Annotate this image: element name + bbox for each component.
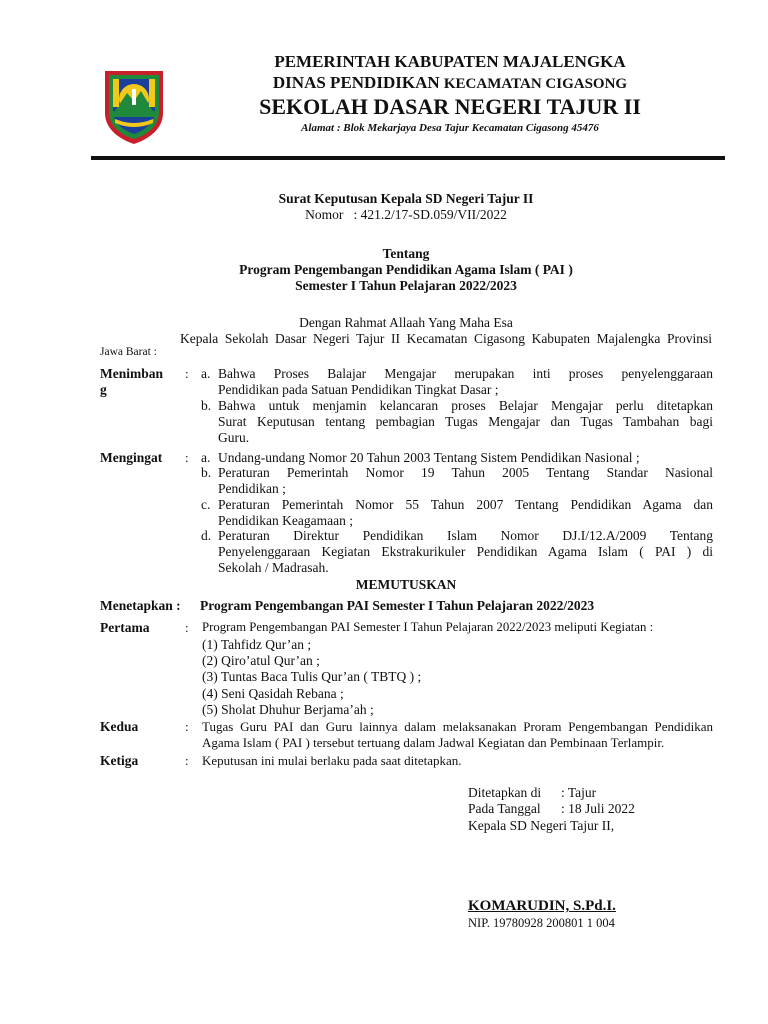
kedua-label: Kedua — [100, 719, 139, 734]
decree-title: Surat Keputusan Kepala SD Negeri Tajur II — [278, 191, 534, 206]
school-crest-logo — [99, 67, 169, 145]
pertama-activity-2: (2) Qiro’atul Qur’an ; — [202, 653, 320, 669]
pertama-activity-1: (1) Tahfidz Qur’an ; — [202, 637, 312, 652]
menimbang-colon: : — [185, 366, 189, 381]
header-address: Alamat : Blok Mekarjaya Desa Tajur Kecamatan Cigasong 45476 — [301, 122, 599, 134]
menimbang-item-b-line-3: Guru. — [218, 430, 250, 446]
decree-number-value: : 421.2/17-SD.059/VII/2022 — [353, 207, 507, 222]
mengingat-item-c-line-1: Peraturan Pemerintah Nomor 55 Tahun 2007 Tentang Pendidikan Agama dan — [218, 497, 713, 512]
opening-line-2-text: Kepala Sekolah Dasar Negeri Tajur II Kecamatan Cigasong Kabupaten Majalengka Provinsi — [180, 331, 712, 346]
mengingat-item-b-line-1: Peraturan Pemerintah Nomor 19 Tahun 2005 Tentang Standar Nasional — [218, 465, 713, 480]
opening-line-1: Dengan Rahmat Allaah Yang Maha Esa — [299, 315, 513, 330]
mengingat-item-a-mark: a. — [201, 450, 211, 465]
kedua-colon: : — [185, 719, 189, 734]
mengingat-colon: : — [185, 450, 189, 465]
menetapkan-text: Program Pengembangan PAI Semester I Tahun Pelajaran 2022/2023 — [200, 598, 595, 613]
pertama-label: Pertama — [100, 620, 150, 635]
ketiga-text: Keputusan ini mulai berlaku pada saat ditetapkan. — [202, 753, 462, 768]
pertama-activity-list — [202, 637, 421, 718]
mengingat-item-c-line-2: Pendidikan Keagamaan ; — [218, 513, 353, 529]
pertama-activity-4: (4) Seni Qasidah Rebana ; — [202, 685, 344, 701]
header-government: PEMERINTAH KABUPATEN MAJALENGKA — [274, 52, 626, 71]
mengingat-item-d-mark: d. — [201, 528, 212, 543]
mengingat-label: Mengingat — [100, 450, 163, 465]
menimbang-item-b-line-1: Bahwa untuk menjamin kelancaran proses Belajar Mengajar perlu ditetapkan — [218, 398, 713, 413]
menimbang-item-a-line-1: Bahwa Proses Balajar Mengajar merupakan inti proses penyelenggaraan — [218, 366, 713, 381]
mengingat-item-b-line-2: Pendidikan ; — [218, 481, 286, 497]
mengingat-item-b-mark: b. — [201, 465, 212, 480]
menimbang-label — [100, 366, 163, 398]
kedua-line-2: Agama Islam ( PAI ) tersebut tertuang dalam Jadwal Kegiatan dan Pembinaan Terlampir. — [202, 735, 665, 750]
majalengka-regency-crest-icon — [99, 67, 169, 145]
opening-line-3: Jawa Barat : — [100, 346, 157, 358]
menimbang-label-2: g — [100, 382, 107, 397]
sign-date-label: Pada Tanggal — [468, 801, 541, 816]
mengingat-item-d-line-1: Peraturan Direktur Pendidikan Islam Nomor DJ.I/12.A/2009 Tentang — [218, 528, 713, 543]
pertama-intro: Program Pengembangan PAI Semester I Tahun Pelajaran 2022/2023 meliputi Kegiatan : — [202, 620, 654, 634]
menimbang-label-1: Menimban — [100, 366, 164, 381]
decree-subject-2: Semester I Tahun Pelajaran 2022/2023 — [295, 278, 517, 293]
mengingat-item-d-line-2: Penyelenggaraan Kegiatan Ekstrakurikuler Pendidikan Agama Islam ( PAI ) di — [218, 544, 713, 560]
opening-line-2 — [180, 331, 712, 347]
kedua-line-1: Tugas Guru PAI dan Guru lainnya dalam melaksanakan Proram Pengembangan Pendidikan — [202, 719, 713, 734]
kedua-text — [202, 719, 713, 751]
sign-date-value: : 18 Juli 2022 — [561, 801, 635, 816]
header-agency — [180, 73, 720, 93]
mengingat-item-c-mark: c. — [201, 497, 211, 512]
sign-position: Kepala SD Negeri Tajur II, — [468, 818, 615, 833]
decree-about: Tentang — [382, 246, 430, 261]
header-divider — [91, 156, 725, 160]
pertama-activity-3: (3) Tuntas Baca Tulis Qur’an ( TBTQ ) ; — [202, 669, 422, 685]
sign-place-value: : Tajur — [561, 785, 597, 800]
decree-number — [100, 207, 712, 223]
pertama-activity-5: (5) Sholat Dhuhur Berjama’ah ; — [202, 701, 374, 717]
sign-place-label: Ditetapkan di — [468, 785, 542, 800]
sign-nip: NIP. 19780928 200801 1 004 — [468, 916, 615, 930]
ketiga-label: Ketiga — [100, 753, 139, 768]
mengingat-item-a-line-1: Undang-undang Nomor 20 Tahun 2003 Tentang Sistem Pendidikan Nasional ; — [218, 450, 640, 465]
ketiga-colon: : — [185, 753, 189, 768]
menimbang-item-a-mark: a. — [201, 366, 211, 381]
menimbang-item-b-mark: b. — [201, 398, 212, 413]
pertama-colon: : — [185, 620, 189, 635]
menimbang-item-a-line-2: Pendidikan pada Satuan Pendidikan Tingkat Dasar ; — [218, 382, 499, 398]
memutuskan-heading: MEMUTUSKAN — [355, 577, 457, 592]
decree-number-label: Nomor — [305, 207, 344, 222]
mengingat-item-d-line-3: Sekolah / Madrasah. — [218, 560, 329, 576]
header-agency-district: KECAMATAN CIGASONG — [443, 76, 628, 92]
sign-name: KOMARUDIN, S.Pd.I. — [468, 898, 616, 914]
header-agency-main: DINAS PENDIDIKAN — [272, 73, 440, 92]
menimbang-item-b-line-2: Surat Keputusan tentang pembagian Tugas Mengajar dan Tugas Tambahan bagi — [218, 414, 713, 430]
decree-subject-1: Program Pengembangan Pendidikan Agama Islam ( PAI ) — [239, 262, 573, 277]
menetapkan-label: Menetapkan : — [100, 598, 181, 613]
header-school-name: SEKOLAH DASAR NEGERI TAJUR II — [259, 94, 641, 119]
